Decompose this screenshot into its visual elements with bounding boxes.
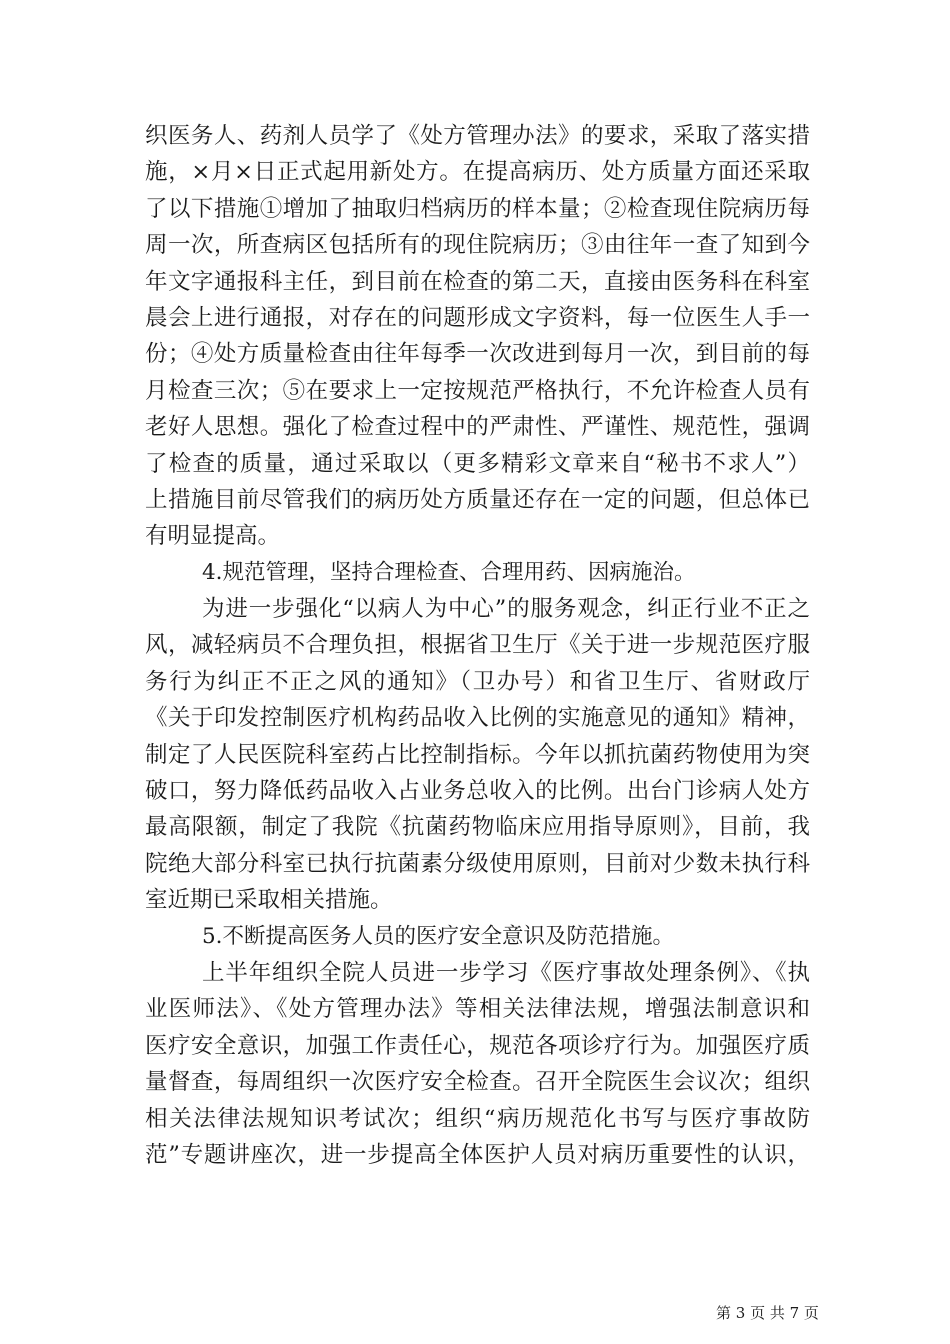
- paragraph-line: 务行为纠正不正之风的通知》（卫办号）和省卫生厅、省财政厅: [145, 668, 810, 695]
- paragraph-line: 室近期已采取相关措施。: [145, 887, 393, 914]
- paragraph-line: 了检查的质量，通过采取以（更多精彩文章来自“秘书不求人”）: [145, 450, 810, 477]
- paragraph-line: 织医务人、药剂人员学了《处方管理办法》的要求，采取了落实措: [145, 123, 810, 149]
- section-heading: 5.不断提高医务人员的医疗安全意识及防范措施。: [202, 923, 675, 949]
- paragraph-line: 周一次，所查病区包括所有的现住院病历；③由往年一查了知到今: [145, 232, 810, 259]
- paragraph-line: 月检查三次；⑤在要求上一定按规范严格执行，不允许检查人员有: [145, 377, 810, 404]
- paragraph-line: 年文字通报科主任，到目前在检查的第二天，直接由医务科在科室: [145, 268, 810, 295]
- page-number: 第 3 页 共 7 页: [716, 1304, 819, 1322]
- section-heading: 4.规范管理，坚持合理检查、合理用药、因病施治。: [202, 559, 696, 585]
- paragraph-line: 施，×月×日正式起用新处方。在提高病历、处方质量方面还采取: [145, 159, 810, 186]
- paragraph-line: 范”专题讲座次，进一步提高全体医护人员对病历重要性的认识，: [145, 1141, 810, 1168]
- paragraph-line: 上半年组织全院人员进一步学习《医疗事故处理条例》、《执: [202, 959, 810, 986]
- paragraph-line: 为进一步强化“以病人为中心”的服务观念，纠正行业不正之: [202, 596, 810, 623]
- paragraph-line: 《关于印发控制医疗机构药品收入比例的实施意见的通知》精神，: [145, 705, 810, 732]
- paragraph-line: 破口，努力降低药品收入占业务总收入的比例。出台门诊病人处方: [145, 778, 810, 805]
- paragraph-line: 最高限额，制定了我院《抗菌药物临床应用指导原则》，目前，我: [145, 814, 810, 841]
- document-body: [145, 118, 810, 1173]
- paragraph-line: 老好人思想。强化了检查过程中的严肃性、严谨性、规范性，强调: [145, 414, 810, 441]
- paragraph-line: 晨会上进行通报，对存在的问题形成文字资料，每一位医生人手一: [145, 304, 810, 331]
- paragraph-line: 制定了人民医院科室药占比控制指标。今年以抓抗菌药物使用为突: [145, 741, 810, 768]
- paragraph-line: 了以下措施①增加了抽取归档病历的样本量；②检查现住院病历每: [145, 195, 810, 222]
- paragraph-line: 上措施目前尽管我们的病历处方质量还存在一定的问题，但总体已: [145, 486, 810, 513]
- paragraph-line: 量督查，每周组织一次医疗安全检查。召开全院医生会议次；组织: [145, 1069, 810, 1096]
- paragraph-line: 有明显提高。: [145, 523, 281, 550]
- paragraph-line: 医疗安全意识，加强工作责任心，规范各项诊疗行为。加强医疗质: [145, 1032, 810, 1059]
- paragraph-line: 风，减轻病员不合理负担，根据省卫生厅《关于进一步规范医疗服: [145, 632, 810, 659]
- paragraph-line: 业医师法》、《处方管理办法》等相关法律法规，增强法制意识和: [145, 996, 810, 1023]
- paragraph-line: 份；④处方质量检查由往年每季一次改进到每月一次，到目前的每: [145, 341, 810, 368]
- paragraph-line: 相关法律法规知识考试次；组织“病历规范化书写与医疗事故防: [145, 1105, 810, 1132]
- paragraph-line: 院绝大部分科室已执行抗菌素分级使用原则，目前对少数未执行科: [145, 850, 810, 877]
